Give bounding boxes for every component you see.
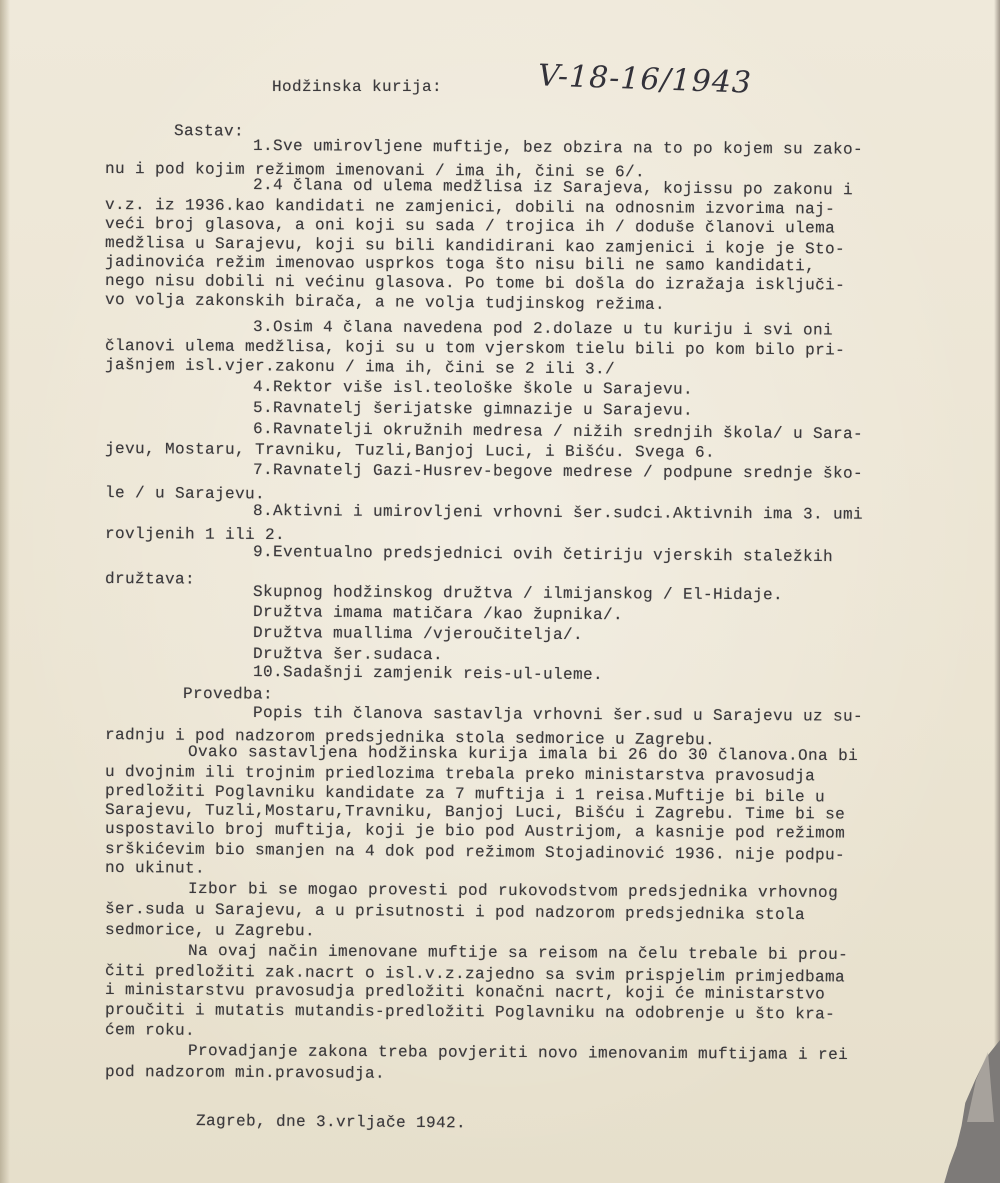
text-line: Provedba: — [182, 685, 274, 704]
text-line: u dvojnim ili trojnim priedlozima trebala preko ministarstva pravosudja — [104, 763, 816, 786]
text-line: 1.Sve umirovljene muftije, bez obzira na to po kojem su zako- — [252, 137, 864, 159]
text-line: družtava: — [104, 570, 196, 589]
text-line: v.z. iz 1936.kao kandidati ne zamjenici, dobili na odnosnim izvorima naj- — [104, 196, 836, 219]
text-line: medžlisa u Sarajevu, koji su bili kandidirani kao zamjenici i koje je Sto- — [104, 234, 846, 259]
document-heading: Hodžinska kurija: — [272, 78, 443, 96]
text-line: čiti predložiti zak.nacrt o isl.v.z.zajedno sa svim prispjelim primjedbama — [104, 962, 846, 987]
text-line: Družtva šer.sudaca. — [252, 645, 444, 665]
text-line: 8.Aktivni i umirovljeni vrhovni šer.sudci.Aktivnih ima 3. umi — [252, 502, 864, 524]
text-line: i ministarstvu pravosudja predložiti konačni nacrt, koji će ministarstvo — [104, 981, 826, 1004]
text-line: rovljenih 1 ili 2. — [104, 525, 286, 545]
text-line: članovi ulema medžlisa, koji su u tom vjerskom tielu bili po kom bilo pri- — [104, 337, 846, 360]
text-line: nego nisu dobili ni većinu glasova. Po tome bi došla do izražaja isključi- — [104, 272, 846, 295]
text-line: jadinovića režim imenovao usprkos toga što nisu bili ne samo kandidati, — [104, 253, 816, 276]
text-line: radnju i pod nadzorom predsjednika stola sedmorice u Zagrebu. — [104, 726, 716, 750]
text-line: 4.Rektor više isl.teološke škole u Sarajevu. — [252, 378, 694, 399]
text-line: le / u Sarajevu. — [104, 484, 266, 504]
text-line: predložiti Poglavniku kandidate za 7 muftija i 1 reisa.Muftije bi bile u — [104, 782, 826, 807]
text-line: Izbor bi se mogao provesti pod rukovodstvom predsjednika vrhovnog — [187, 880, 839, 902]
text-line: veći broj glasova, a oni koji su sada / trojica ih / doduše članovi ulema — [104, 215, 836, 238]
text-line: pod nadzorom min.pravosudja. — [104, 1063, 386, 1083]
text-line: 9.Eventualno predsjednici ovih četiriju vjerskih staležkih — [252, 543, 834, 567]
text-line: srškićevim bio smanjen na 4 dok pod režimom Stojadinović 1936. nije podpu- — [104, 840, 846, 865]
text-line: ćem roku. — [104, 1021, 196, 1040]
text-line: sedmorice, u Zagrebu. — [104, 921, 316, 941]
text-line: no ukinut. — [104, 859, 206, 878]
text-line: jašnjem isl.vjer.zakonu / ima ih, čini se 2 ili 3./ — [104, 356, 616, 379]
text-line: 7.Ravnatelj Gazi-Husrev-begove medrese / podpune srednje ško- — [252, 461, 864, 483]
text-line: vo volja zakonskih birača, a ne volja tudjinskog režima. — [104, 291, 666, 314]
text-line: Skupnog hodžinskog družtva / ilmijanskog / El-Hidaje. — [252, 583, 784, 605]
text-line: Provadjanje zakona treba povjeriti novo imenovanim muftijama i rei — [187, 1042, 849, 1065]
text-line: 3.Osim 4 člana navedena pod 2.dolaze u tu kuriju i svi oni — [252, 318, 834, 340]
text-line: jevu, Mostaru, Travniku, Tuzli,Banjoj Luci, i Bišću. Svega 6. — [104, 440, 716, 462]
text-line: nu i pod kojim režimom imenovani / ima ih, čini se 6/. — [104, 160, 646, 182]
text-line: Ovako sastavljena hodžinska kurija imala bi 26 do 30 članova.Ona bi — [187, 743, 859, 766]
text-line: 6.Ravnatelji okružnih medresa / nižih srednjih škola/ u Sara- — [252, 420, 864, 444]
handwritten-reference: V-18-16/1943 — [537, 58, 753, 101]
text-line: Družtva imama matičara /kao župnika/. — [252, 603, 624, 625]
text-line: Družtva muallima /vjeroučitelja/. — [252, 624, 584, 645]
text-line: 5.Ravnatelj šerijatske gimnazije u Sarajevu. — [252, 399, 694, 420]
text-line: 10.Sadašnji zamjenik reis-ul-uleme. — [252, 663, 604, 685]
text-line: proučiti i mutatis mutandis-predložiti Poglavniku na odobrenje u što kra- — [104, 1001, 836, 1024]
text-line: Sastav: — [173, 122, 245, 141]
text-line: Zagreb, dne 3.vrljače 1942. — [195, 1112, 467, 1133]
text-line: šer.suda u Sarajevu, a u prisutnosti i pod nadzorom predsjednika stola — [104, 900, 806, 925]
text-line: uspostavilo broj muftija, koji je bio pod Austrijom, a kasnije pod režimom — [104, 820, 846, 843]
text-line: 2.4 člana od ulema medžlisa iz Sarajeva, kojissu po zakonu i — [252, 176, 854, 200]
text-line: Popis tih članova sastavlja vrhovni šer.sud u Sarajevu uz su- — [252, 704, 864, 726]
text-line: Na ovaj način imenovane muftije sa reisom na čelu trebale bi prou- — [187, 942, 849, 965]
text-line: Sarajevu, Tuzli,Mostaru,Travniku, Banjoj Luci, Bišću i Zagrebu. Time bi se — [104, 801, 846, 824]
